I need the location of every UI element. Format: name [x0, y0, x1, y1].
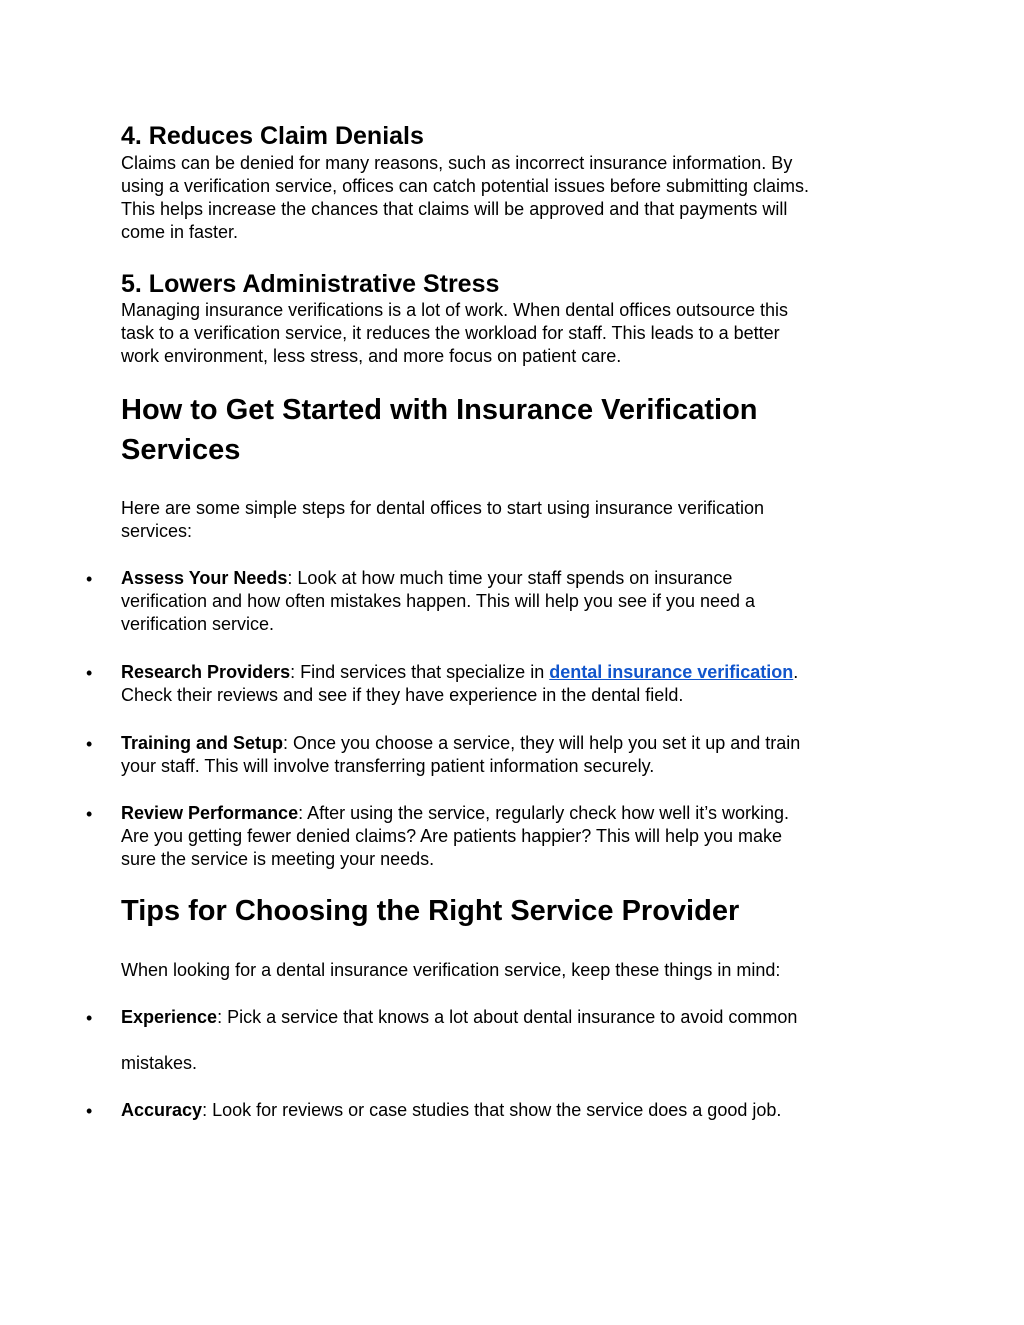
list-item-text: verification service.: [121, 614, 275, 634]
bullet-icon: •: [86, 663, 93, 683]
heading-line: Services: [121, 434, 241, 466]
section-paragraph-reduces-claim-denials: [121, 152, 911, 244]
bullet-icon: •: [86, 804, 93, 824]
list-item-experience-continued: [121, 1052, 911, 1075]
list-item-text: : After using the service, regularly check how well it’s working.: [298, 803, 789, 823]
list-item-term: Experience: [121, 1007, 218, 1027]
list-item-text: .: [793, 662, 799, 682]
list-item-text: : Look at how much time your staff spends on insurance: [287, 568, 733, 588]
list-item-text: verification and how often mistakes happen. This will help you see if you need a: [121, 591, 756, 611]
list-item-term: Research Providers: [121, 662, 291, 682]
list-item-term: Review Performance: [121, 803, 299, 823]
paragraph-line: services:: [121, 521, 193, 541]
list-item-text: your staff. This will involve transferring patient information securely.: [121, 756, 655, 776]
list-item-assess-your-needs: [121, 567, 911, 636]
paragraph-line: work environment, less stress, and more focus on patient care.: [121, 346, 622, 366]
list-item-term: Accuracy: [121, 1100, 203, 1120]
page-heading-tips: Tips for Choosing the Right Service Provider: [121, 895, 740, 927]
section-heading-reduces-claim-denials: 4. Reduces Claim Denials: [121, 122, 424, 150]
list-item-term: Assess Your Needs: [121, 568, 288, 588]
bullet-icon: •: [86, 734, 93, 754]
list-item-term: Training and Setup: [121, 733, 284, 753]
paragraph-line: come in faster.: [121, 222, 239, 242]
paragraph-line: This helps increase the chances that claims will be approved and that payments will: [121, 199, 788, 219]
bullet-icon: •: [86, 569, 93, 589]
bullet-icon: •: [86, 1008, 93, 1028]
paragraph-line: using a verification service, offices can catch potential issues before submitting claims.: [121, 176, 809, 196]
paragraph-line: task to a verification service, it reduces the workload for staff. This leads to a better: [121, 323, 780, 343]
page-heading-how-to-get-started: [121, 390, 758, 470]
list-item-text: : Find services that specialize in: [290, 662, 550, 682]
section-paragraph-lowers-administrative-stress: [121, 299, 911, 368]
tips-intro: When looking for a dental insurance verification service, keep these things in mind:: [121, 960, 781, 980]
list-item-research-providers: [121, 661, 911, 707]
list-item-text: sure the service is meeting your needs.: [121, 849, 435, 869]
paragraph-line: Claims can be denied for many reasons, such as incorrect insurance information. By: [121, 153, 793, 173]
section-heading-lowers-administrative-stress: 5. Lowers Administrative Stress: [121, 270, 500, 298]
list-item-text: Are you getting fewer denied claims? Are patients happier? This will help you make: [121, 826, 783, 846]
list-item-text: Check their reviews and see if they have experience in the dental field.: [121, 685, 684, 705]
bullet-icon: •: [86, 1101, 93, 1121]
heading-line: How to Get Started with Insurance Verification: [121, 394, 758, 426]
dental-insurance-verification-link[interactable]: dental insurance verification: [549, 662, 794, 682]
paragraph-line: Here are some simple steps for dental offices to start using insurance verification: [121, 498, 764, 518]
list-item-text: : Once you choose a service, they will help you set it up and train: [283, 733, 801, 753]
list-item-training-and-setup: [121, 732, 911, 778]
list-item-text: : Pick a service that knows a lot about dental insurance to avoid common: [217, 1007, 798, 1027]
list-item-text: mistakes.: [121, 1053, 198, 1073]
list-item-review-performance: [121, 802, 911, 871]
list-item-experience: [121, 1006, 911, 1029]
list-item-accuracy: [121, 1099, 911, 1122]
getting-started-intro: [121, 497, 911, 543]
paragraph-line: Managing insurance verifications is a lot of work. When dental offices outsource this: [121, 300, 789, 320]
list-item-text: : Look for reviews or case studies that show the service does a good job.: [202, 1100, 782, 1120]
